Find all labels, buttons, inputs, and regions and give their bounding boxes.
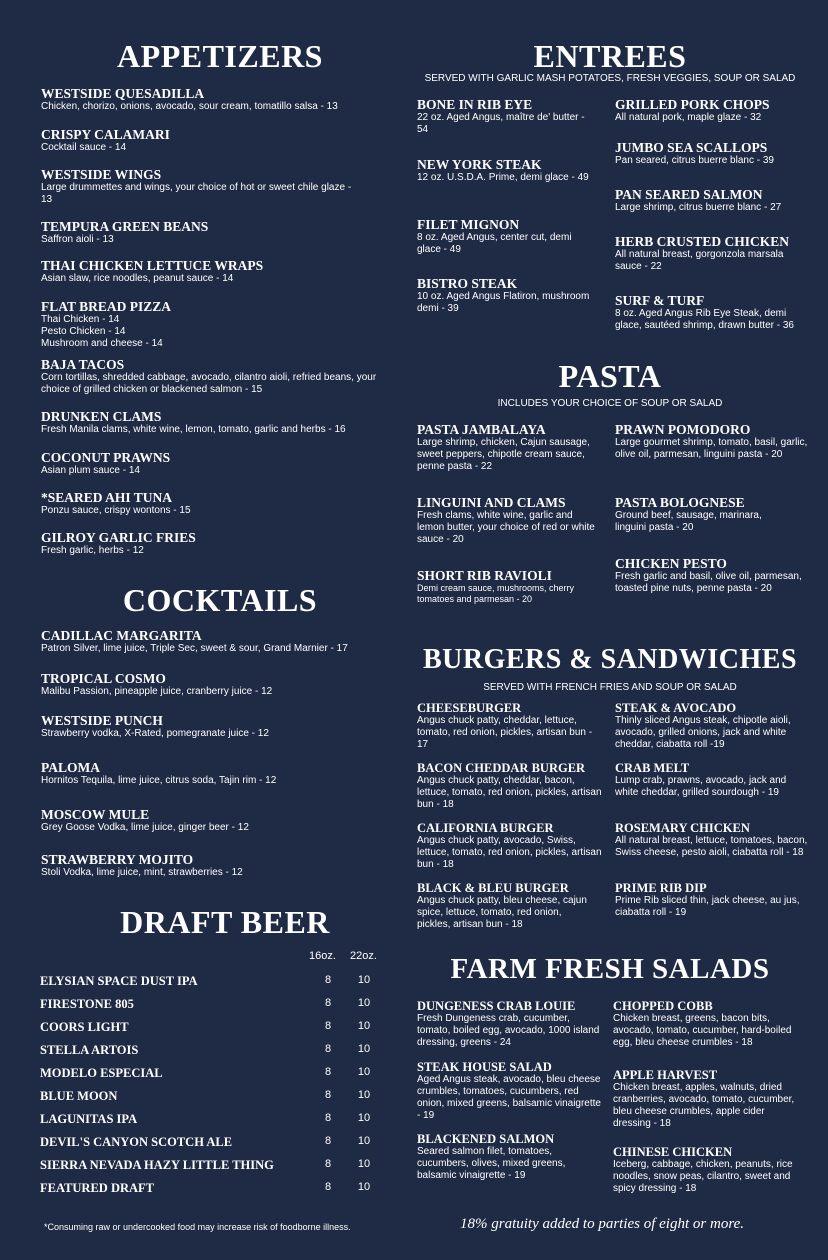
item-description-line: Mushroom and cheese - 14 [41, 338, 163, 349]
item-description: All natural breast, lettuce, tomatoes, bacon, Swiss cheese, pesto aioli, ciabatta roll - 18 [615, 835, 808, 858]
item-name: BLACK & BLEU BURGER [417, 881, 569, 895]
item-description: Angus chuck patty, avocado, Swiss, lettuce, tomato, red onion, pickles, artisan bun - 18 [417, 835, 602, 870]
beer-price-22oz: 10 [357, 1135, 371, 1147]
item-description: All natural breast, gorgonzola marsala sauce - 22 [615, 249, 784, 272]
beer-name: MODELO ESPECIAL [40, 1066, 163, 1080]
menu-item [615, 187, 810, 214]
menu-item [417, 568, 602, 605]
menu-item [41, 530, 403, 557]
menu-item [417, 761, 605, 811]
menu-item [41, 628, 403, 655]
beer-row [40, 1089, 380, 1109]
menu-item [615, 422, 810, 461]
beer-price-16oz: 8 [324, 1089, 332, 1101]
item-name: CHICKEN PESTO [615, 556, 727, 571]
item-name: CHEESEBURGER [417, 701, 522, 715]
item-description: 12 oz. U.S.D.A. Prime, demi glace - 49 [417, 172, 589, 183]
item-name: CRAB MELT [615, 761, 690, 775]
item-description: Demi cream sauce, mushrooms, cherry tomatoes and parmesan - 20 [417, 583, 575, 604]
item-description: Angus chuck patty, bleu cheese, cajun spice, lettuce, tomato, red onion, pickles, artisan bun - 18 [417, 895, 587, 930]
item-name: BLACKENED SALMON [417, 1132, 555, 1146]
item-name: HERB CRUSTED CHICKEN [615, 234, 790, 249]
item-description: All natural pork, maple glaze - 32 [615, 112, 762, 123]
item-name: DRUNKEN CLAMS [41, 409, 162, 424]
beer-row [40, 997, 380, 1017]
item-description: Stoli Vodka, lime juice, mint, strawberries - 12 [41, 867, 243, 878]
item-description: Large shrimp, chicken, Cajun sausage, sweet peppers, chipotle cream sauce, penne pasta - 22 [417, 437, 590, 472]
item-description: Chicken breast, apples, walnuts, dried cranberries, avocado, tomato, cucumber, bleu cheese crumbles, apple cider dressing - 18 [613, 1082, 795, 1129]
item-description: Large drummettes and wings, your choice of hot or sweet chile glaze - 13 [41, 182, 352, 205]
burgers-subtitle: SERVED WITH FRENCH FRIES AND SOUP OR SALAD [483, 682, 737, 693]
item-name: STEAK & AVOCADO [615, 701, 737, 715]
item-description: Fresh garlic, herbs - 12 [41, 545, 144, 556]
appetizers-title: APPETIZERS [117, 38, 323, 74]
menu-item [613, 1068, 798, 1130]
item-description: Prime Rib sliced thin, jack cheese, au jus, ciabatta roll - 19 [615, 895, 800, 918]
item-description: 10 oz. Aged Angus Flatiron, mushroom demi - 39 [417, 291, 590, 314]
menu-item [615, 97, 810, 124]
menu-item [615, 140, 810, 167]
cocktails-title: COCKTAILS [122, 582, 318, 618]
menu-item [41, 127, 403, 154]
beer-name: BLUE MOON [40, 1089, 118, 1103]
menu-item [615, 701, 810, 751]
menu-item [417, 422, 602, 473]
item-description: Strawberry vodka, X-Rated, pomegranate juice - 12 [41, 728, 269, 739]
menu-item [41, 671, 403, 698]
menu-item [613, 999, 798, 1049]
item-description: Asian plum sauce - 14 [41, 465, 140, 476]
item-name: CALIFORNIA BURGER [417, 821, 554, 835]
menu-item [41, 258, 403, 285]
beer-price-16oz: 8 [324, 997, 332, 1009]
item-name: PAN SEARED SALMON [615, 187, 763, 202]
menu-item [417, 999, 602, 1049]
item-description: Ground beef, sausage, marinara, linguini pasta - 20 [615, 510, 762, 533]
item-description: Hornitos Tequila, lime juice, citrus soda, Tajin rim - 12 [41, 775, 277, 786]
item-name: WESTSIDE WINGS [41, 167, 162, 182]
item-description: Fresh Manila clams, white wine, lemon, tomato, garlic and herbs - 16 [41, 424, 346, 435]
item-name: FLAT BREAD PIZZA [41, 299, 172, 314]
item-name: WESTSIDE PUNCH [41, 713, 163, 728]
item-description: Angus chuck patty, cheddar, lettuce, tomato, red onion, pickles, artisan bun - 17 [417, 715, 593, 750]
menu-item [615, 234, 810, 273]
beer-row [40, 1112, 380, 1132]
item-description: Thinly sliced Angus steak, chipotle aioli, avocado, grilled onions, jack and white cheddar, ciabatta roll -19 [615, 715, 791, 750]
item-name: TROPICAL COSMO [41, 671, 166, 686]
item-name: *SEARED AHI TUNA [41, 490, 173, 505]
item-description: Grey Goose Vodka, lime juice, ginger beer - 12 [41, 822, 249, 833]
beer-name: ELYSIAN SPACE DUST IPA [40, 974, 198, 988]
menu-item [41, 450, 403, 477]
item-name: STEAK HOUSE SALAD [417, 1060, 552, 1074]
item-description: Malibu Passion, pineapple juice, cranberry juice - 12 [41, 686, 273, 697]
beer-price-22oz: 10 [357, 1066, 371, 1078]
beer-price-22oz: 10 [357, 1043, 371, 1055]
item-name: PRAWN POMODORO [615, 422, 751, 437]
beer-price-16oz: 8 [324, 1135, 332, 1147]
item-description: Fresh garlic and basil, olive oil, parmesan, toasted pine nuts, penne pasta - 20 [615, 571, 802, 594]
item-name: GILROY GARLIC FRIES [41, 530, 196, 545]
menu-item [417, 495, 602, 546]
entrees-subtitle: SERVED WITH GARLIC MASH POTATOES, FRESH VEGGIES, SOUP OR SALAD [424, 73, 796, 84]
raw-food-disclaimer: *Consuming raw or undercooked food may increase risk of foodborne illness. [44, 1222, 351, 1232]
item-description: Fresh clams, white wine, garlic and lemon butter, your choice of red or white sauce - 20 [417, 510, 595, 545]
beer-price-22oz: 10 [357, 1158, 371, 1170]
menu-item [41, 219, 403, 246]
item-name: DUNGENESS CRAB LOUIE [417, 999, 576, 1013]
menu-item [417, 276, 597, 315]
item-description: 8 oz. Aged Angus, center cut, demi glace - 49 [417, 232, 572, 255]
pasta-title: PASTA [558, 358, 662, 394]
menu-item [417, 97, 597, 136]
item-name: FILET MIGNON [417, 217, 520, 232]
beer-price-16oz: 8 [324, 974, 332, 986]
menu-item [615, 293, 800, 332]
item-description: Fresh Dungeness crab, cucumber, tomato, boiled egg, avocado, 1000 island dressing, greens - 24 [417, 1013, 600, 1048]
item-description: Aged Angus steak, avocado, bleu cheese crumbles, tomatoes, cucumbers, red onion, mixed greens, balsamic vinaigrette - 19 [417, 1074, 601, 1121]
beer-price-16oz: 8 [324, 1112, 332, 1124]
item-description: Cocktail sauce - 14 [41, 142, 127, 153]
item-name: ROSEMARY CHICKEN [615, 821, 750, 835]
menu-item [417, 701, 605, 751]
menu-item [615, 761, 800, 799]
beer-row [40, 1020, 380, 1040]
item-name: APPLE HARVEST [613, 1068, 718, 1082]
entrees-title: ENTREES [533, 38, 687, 74]
item-name: BISTRO STEAK [417, 276, 518, 291]
item-name: SHORT RIB RAVIOLI [417, 568, 552, 583]
item-name: STRAWBERRY MOJITO [41, 852, 194, 867]
salads-title: FARM FRESH SALADS [450, 953, 770, 985]
beer-name: SIERRA NEVADA HAZY LITTLE THING [40, 1158, 274, 1172]
beer-row [40, 1043, 380, 1063]
item-description-line: Thai Chicken - 14 [41, 314, 120, 325]
item-name: CADILLAC MARGARITA [41, 628, 202, 643]
beer-name: COORS LIGHT [40, 1020, 129, 1034]
beer-price-22oz: 10 [357, 1020, 371, 1032]
item-description: Lump crab, prawns, avocado, jack and white cheddar, grilled sourdough - 19 [615, 775, 787, 798]
pasta-subtitle: INCLUDES YOUR CHOICE OF SOUP OR SALAD [497, 398, 723, 409]
beer-price-22oz: 10 [357, 1181, 371, 1193]
menu-item [417, 157, 597, 184]
item-name: WESTSIDE QUESADILLA [41, 86, 205, 101]
beer-price-16oz: 8 [324, 1181, 332, 1193]
menu-item [615, 495, 795, 534]
menu-item [41, 409, 403, 436]
item-name: MOSCOW MULE [41, 807, 150, 822]
beer-row [40, 974, 380, 994]
item-name: LINGUINI AND CLAMS [417, 495, 566, 510]
menu-item [41, 713, 403, 740]
beer-price-16oz: 8 [324, 1158, 332, 1170]
item-description: Asian slaw, rice noodles, peanut sauce - 14 [41, 273, 234, 284]
item-name: CRISPY CALAMARI [41, 127, 170, 142]
item-name: CHINESE CHICKEN [613, 1145, 733, 1159]
menu-item [417, 821, 605, 871]
item-description-line: Pesto Chicken - 14 [41, 326, 126, 337]
item-description: Large gourmet shrimp, tomato, basil, garlic, olive oil, parmesan, linguini pasta - 20 [615, 437, 808, 460]
item-description: 8 oz. Aged Angus Rib Eye Steak, demi glace, sautéed shrimp, drawn butter - 36 [615, 308, 794, 331]
menu-item [417, 1132, 587, 1182]
beer-name: DEVIL'S CANYON SCOTCH ALE [40, 1135, 233, 1149]
item-description: Angus chuck patty, cheddar, bacon, lettuce, tomato, red onion, pickles, artisan bun - 18 [417, 775, 602, 810]
item-description: Large shrimp, citrus buerre blanc - 27 [615, 202, 782, 213]
beer-name: FEATURED DRAFT [40, 1181, 155, 1195]
item-description: Pan seared, citrus buerre blanc - 39 [615, 155, 774, 166]
item-name: CHOPPED COBB [613, 999, 713, 1013]
menu-item [41, 807, 403, 834]
beer-size-header-16oz: 16oz. [309, 950, 336, 962]
item-name: PASTA BOLOGNESE [615, 495, 745, 510]
item-description: Chicken breast, greens, bacon bits, avocado, tomato, cucumber, hard-boiled egg, bleu cheese crumbles - 18 [613, 1013, 792, 1048]
menu-item [417, 881, 587, 931]
beer-row [40, 1135, 380, 1155]
beer-price-16oz: 8 [324, 1043, 332, 1055]
item-name: NEW YORK STEAK [417, 157, 542, 172]
beer-price-16oz: 8 [324, 1020, 332, 1032]
item-name: PASTA JAMBALAYA [417, 422, 546, 437]
burgers-title: BURGERS & SANDWICHES [422, 644, 798, 675]
item-name: PRIME RIB DIP [615, 881, 707, 895]
beer-price-22oz: 10 [357, 997, 371, 1009]
item-name: COCONUT PRAWNS [41, 450, 171, 465]
item-description: Patron Silver, lime juice, Triple Sec, sweet & sour, Grand Marnier - 17 [41, 643, 348, 654]
beer-row [40, 1158, 380, 1178]
menu-item [41, 490, 403, 517]
item-description: Saffron aioli - 13 [41, 234, 114, 245]
beer-price-22oz: 10 [357, 1089, 371, 1101]
menu-item [417, 1060, 605, 1122]
beer-price-22oz: 10 [357, 1112, 371, 1124]
menu-item [417, 217, 597, 256]
item-description: 22 oz. Aged Angus, maître de' butter - 54 [417, 112, 585, 135]
item-name: THAI CHICKEN LETTUCE WRAPS [41, 258, 264, 273]
item-name: BONE IN RIB EYE [417, 97, 533, 112]
draft-beer-title: DRAFT BEER [120, 904, 330, 940]
beer-size-header-22oz: 22oz. [350, 950, 377, 962]
item-name: GRILLED PORK CHOPS [615, 97, 770, 112]
menu-item [41, 299, 403, 350]
item-description: Corn tortillas, shredded cabbage, avocado, cilantro aioli, refried beans, your choice of grilled chicken or blackened salmon - 15 [41, 372, 377, 395]
beer-name: FIRESTONE 805 [40, 997, 134, 1011]
menu-item [41, 357, 403, 396]
menu-item [615, 881, 805, 919]
beer-row [40, 1181, 380, 1201]
menu-item [41, 760, 403, 787]
menu-item [615, 556, 805, 595]
item-description: Iceberg, cabbage, chicken, peanuts, rice noodles, snow peas, cilantro, sweet and spicy dressing - 18 [613, 1159, 793, 1194]
menu-item [41, 86, 403, 113]
gratuity-note: 18% gratuity added to parties of eight or more. [460, 1216, 745, 1232]
item-name: TEMPURA GREEN BEANS [41, 219, 209, 234]
menu-item [41, 167, 361, 206]
item-description: Ponzu sauce, crispy wontons - 15 [41, 505, 191, 516]
item-name: BACON CHEDDAR BURGER [417, 761, 586, 775]
beer-row [40, 1066, 380, 1086]
beer-price-22oz: 10 [357, 974, 371, 986]
beer-name: STELLA ARTOIS [40, 1043, 139, 1057]
menu-item [41, 852, 403, 879]
item-name: PALOMA [41, 760, 100, 775]
beer-name: LAGUNITAS IPA [40, 1112, 138, 1126]
beer-price-16oz: 8 [324, 1066, 332, 1078]
menu-item [615, 821, 810, 859]
item-name: BAJA TACOS [41, 357, 125, 372]
item-description: Seared salmon filet, tomatoes, cucumbers, olives, mixed greens, balsamic vinaigrette - 19 [417, 1146, 566, 1181]
item-name: SURF & TURF [615, 293, 705, 308]
menu-item [613, 1145, 798, 1195]
item-name: JUMBO SEA SCALLOPS [615, 140, 768, 155]
item-description: Chicken, chorizo, onions, avocado, sour cream, tomatillo salsa - 13 [41, 101, 338, 112]
